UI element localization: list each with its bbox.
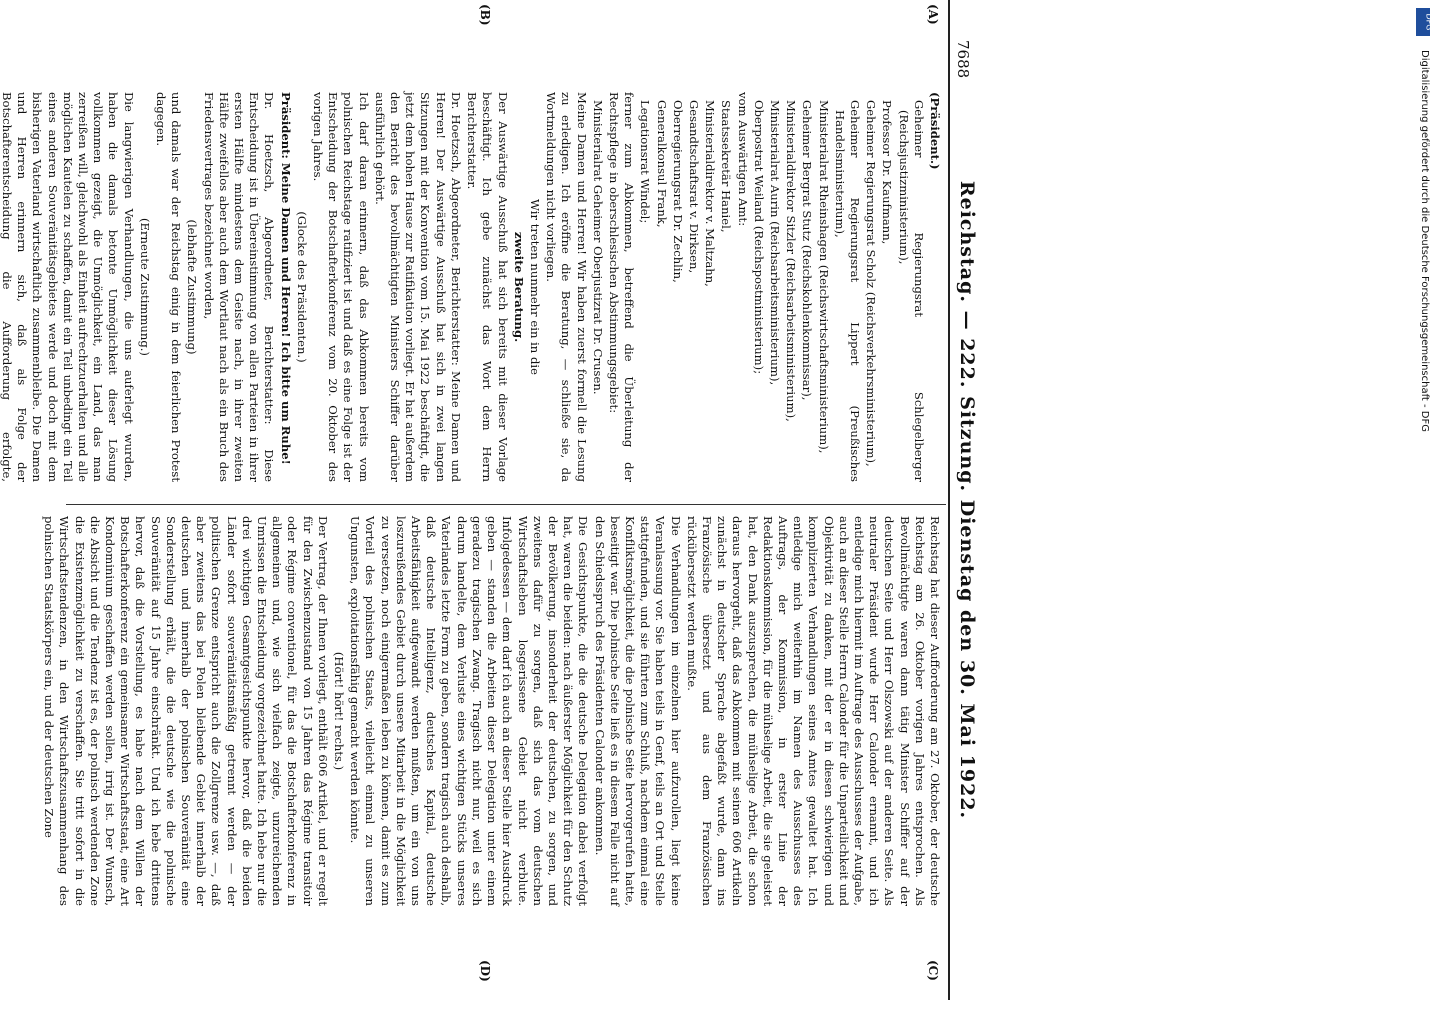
interjection: (Erneute Zustimmung.): [137, 218, 152, 356]
paragraph: Ministerialrat Geheimer Oberjustizrat Dr. Crusen.: [590, 100, 605, 395]
paragraph: Geheimer Bergrat Stutz (Reichskohlenkommissar),: [800, 100, 815, 401]
paragraph: Die Verhandlungen im einzelnen hier aufzurollen, liegt keine Veranlassung vor. Sie haben teils in Genf, teils an Ort und Stelle stattgefunden, und sie führten zum Schluß, nachdem einmal eine Konfliktsmöglichkeit, die die polnische Seite hervorgerufen hatte, beseitigt war. Die polnische Seite ließ es in diesem Falle nicht auf den Schiedsspruch des Präsidenten Calonder ankommen.: [592, 516, 683, 906]
paragraph: Der Vertrag, der Ihnen vorliegt, enthält 606 Artikel, und er regelt für den Zwischenzustand von 15 Jahren das Régime transitoir oder Régime conventionel, für das die Botschafterkonferenz in allgemeinen und, wie sich vielfach zeigte, unzureichenden Umrissen die Entscheidung vorgezeichnet hatte. Ich hebe nur die drei wichtigen Gesamtgesichtspunkte hervor, daß die beiden Länder sofort souveränitätsmäßig getrennt werden — der politischen Grenze entspricht auch die Zollgrenze usw. —, daß aber zweitens das bei Polen bleibende Gebiet innerhalb der deutschen und innerhalb der polnischen Souveränität eine Sonderstellung erhält, die die deutsche wie die polnische Souveränität auf 15 Jahre einschränkt. Und ich hebe drittens hervor, daß die Vorstellung, es habe nach dem Willen der Botschafterkonferenz ein gemeinsamer Wirtschaftsstaat, eine Art Kondominium geschaffen werden sollen, irrig ist. Der Wunsch, die Absicht und die Tendenz ist es, der polnisch werdenden Zone die Existenzmöglichkeit zu verschaffen. Sie tritt sofort in die Wirtschaftstendenzen, in den Wirtschaftszusammenhang des polnischen Staatskörpers ein, und der deutschen Zone: [42, 516, 330, 906]
section-heading: zweite Beratung.: [511, 231, 526, 343]
column-divider: [66, 504, 946, 505]
paragraph: Ministerialrat Rheinshagen (Reichswirtschaftsministerium),: [816, 100, 831, 454]
speaker-label: (Präsident.): [928, 92, 942, 170]
margin-marker-d: (D): [478, 960, 492, 982]
paragraph: Der Auswärtige Ausschuß hat sich bereits mit dieser Vorlage beschäftigt. Ich gebe zunächst das Wort dem Herrn Berichterstatter.: [465, 92, 510, 482]
digitization-note: Digitalisierung gefördert durch die Deutsche Forschungsgemeinschaft - DFG: [1419, 50, 1430, 433]
page-number: 7688: [954, 40, 972, 79]
interjection: (Hört! hört! rechts.): [332, 651, 347, 771]
paragraph: Generalkonsul Frank,: [654, 100, 669, 228]
paragraph: Wir treten nunmehr ein in die: [527, 199, 542, 375]
paragraph: Dr. Hoetzsch, Abgeordneter, Berichterstatter: Meine Damen und Herren! Der Auswärtige Ausschuß hat sich in zwei langen Sitzungen mit der Konvention vom 15. Mai 1922 beschäftigt, die jetzt dem hohen Hause zur Ratifikation vorliegt. Er hat außerdem den Bericht des bevollmächtigten Ministers Schiffer darüber ausführlich gehört.: [372, 92, 463, 482]
paragraph: Gesandtschaftsrat v. Dirksen,: [686, 100, 701, 274]
right-column: [40, 516, 942, 906]
paragraph: Ministerialdirektor v. Maltzahn,: [703, 100, 718, 287]
paragraph: und damals war der Reichstag einig in dem feierlichen Protest dagegen.: [154, 92, 184, 482]
paragraph: Die Gesichtspunkte, die die deutsche Delegation dabei verfolgt hat, waren die beiden: nach äußerster Möglichkeit für den Schutz der Bevölkerung, insonderheit der deutschen, zu sorgen, und zweitens dafür zu sorgen, daß sich das vom deutschen Wirtschaftsleben losgerissene Gebiet nicht verblute. Infolgedessen — dem darf ich auch an dieser Stelle hier Ausdruck geben — standen die Arbeiten dieser Delegation unter einem geradezu tragischen Zwang. Tragisch nicht nur, weil es sich darum handelte, dem Verluste eines wichtigen Stücks unseres Vaterlandes letzte Form zu geben, sondern tragisch auch deshalb, daß deutsche Intelligenz, deutsches Kapital, deutsche Arbeitsfähigkeit aufgewandt werden mußten, um ein von uns loszureißendes Gebiet durch unsere Mitarbeit in die Möglichkeit zu versetzen, noch einigermaßen leben zu können, damit es zum Vorteil des polnischen Staats, vielleicht einmal zu unseren Ungunsten, exploitationsfähig gemacht werden könnte.: [348, 516, 591, 906]
paragraph: Ministerialrat Aurin (Reichsarbeitsministerium),: [767, 100, 782, 386]
paragraph: Professor Dr. Kaufmann,: [880, 100, 895, 245]
paragraph: Präsident: Meine Damen und Herren! Ich bitte um Ruhe!: [278, 92, 293, 465]
margin-marker-c: (C): [926, 960, 940, 981]
paragraph: Legationsrat Windel;: [638, 100, 653, 224]
page-header: [948, 0, 990, 1000]
paragraph: Geheimer Regierungsrat Scholz (Reichsverkehrsministerium),: [864, 100, 879, 467]
paragraph: Geheimer Regierungsrat Schlegelberger (Reichsjustizministerium),: [896, 100, 926, 482]
left-column: [0, 92, 942, 482]
paragraph: Die langwierigen Verhandlungen, die uns auferlegt wurden, haben die damals betonte Unmöglichkeit dieser Lösung vollkommen gezeigt, die Unmöglichkeit, ein Land, das man zerreißen will, gleichwohl als Einheit aufrechtzuerhalten und alle möglichen Kautelen zu schaffen, damit ein Teil unbedingt ein Teil eines anderen Souveränitätsgebietes werde und doch mit dem bisherigen Vaterland wirtschaftlich zusammenbleibe. Die Damen und Herren erinnern sich, daß als Folge der Botschafterentscheidung die Aufforderung erfolgte,: [0, 92, 136, 482]
paragraph: ferner zum Abkommen, betreffend die Überleitung der Rechtspflege in oberschlesischen Abstimmungsgebiet:: [606, 92, 637, 482]
paragraph: Oberpostrat Weiland (Reichspostministerium);: [751, 100, 766, 375]
interjection: (Glocke des Präsidenten.): [294, 211, 309, 363]
paragraph: Ministerialdirektor Sitzler (Reichsarbeitsministerium),: [784, 100, 799, 422]
interjection: (lebhafte Zustimmung): [185, 219, 200, 355]
paragraph: vom Auswärtigen Amt:: [735, 92, 750, 227]
paragraph: Staatssekretär Haniel,: [719, 100, 734, 233]
paragraph: Oberregierungsrat Dr. Zechlin,: [670, 100, 685, 283]
running-title: Reichstag. — 222. Sitzung. Dienstag den 30. Mai 1922.: [956, 180, 978, 820]
margin-marker-a: (A): [926, 4, 940, 25]
paragraph: Ich darf daran erinnern, daß das Abkommen bereits vom polnischen Reichstage ratifiziert ist und daß es eine Folge ist der Entscheidung der Botschafterkonferenz vom 20. Oktober des vorigen Jahres.: [311, 92, 371, 482]
dfg-logo: DFG: [1416, 8, 1430, 36]
margin-marker-b: (B): [478, 4, 492, 26]
paragraph: Meine Damen und Herren! Wir haben zuerst formell die Lesung zu erledigen. Ich eröffne die Beratung, — schließe sie, da Wortmeldungen nicht vorliegen.: [544, 92, 589, 482]
paragraph: Reichstag hat dieser Aufforderung am 27. Oktober, der deutsche Reichstag am 26. Oktober vorigen Jahres entsprochen. Als Bevollmächtigte waren dann tätig Minister Schiffer auf der deutschen Seite und Herr Olszowski auf der anderen Seite. Als neutraler Präsident wurde Herr Calonder ernannt, und ich entledige mich hiermit im Auftrage des Ausschusses der Aufgabe, auch an dieser Stelle Herrn Calonder für die Unparteilichkeit und Objektivität zu danken, mit der er in diesen schwierigen und komplizierten Verhandlungen seines Amtes gewaltet hat. Ich entledige mich weiterhin im Namen des Ausschusses des Auftrags, der Kommission, in erster Linie der Redaktionskommission, für die mühselige Arbeit, die sie geleistet hat, den Dank auszusprechen, die mühselige Arbeit, die schon daraus hervorgeht, daß das Abkommen mit seinen 606 Artikeln zunächst in deutscher Sprache abgefaßt wurde, dann ins Französische übersetzt und aus dem Französischen rückübersetzt werden mußte.: [684, 516, 942, 906]
paragraph: Dr. Hoetzsch, Abgeordneter, Berichterstatter: Diese Entscheidung ist in Übereinstimmung von allen Parteien in ihrer ersten Hälfte mindestens dem Geiste nach, in ihrer zweiten Hälfte zweifellos aber auch dem Wortlaut nach als ein Bruch des Friedensvertrages bezeichnet worden,: [201, 92, 277, 482]
paragraph: Geheimer Regierungsrat Lippert (Preußisches Handelsministerium),: [832, 100, 862, 482]
